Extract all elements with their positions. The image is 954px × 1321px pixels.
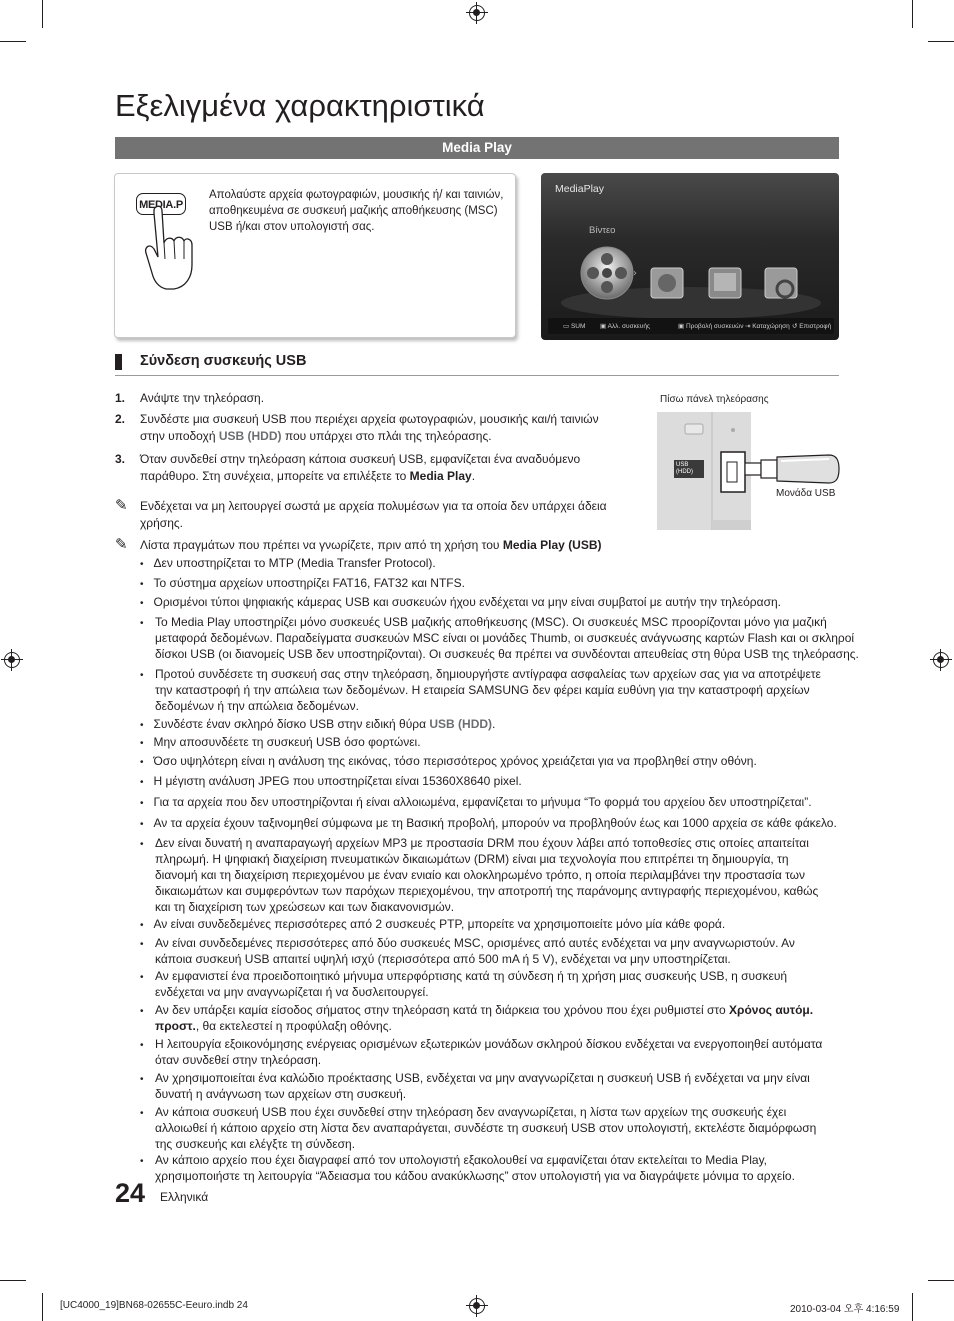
crop-mark [42,0,43,28]
list-item: • Ορισμένοι τύποι ψηφιακής κάμερας USB και συσκευών ήχου ενδέχεται να μην είναι συμβατοί με αυτήν την τηλεόραση. [140,595,781,609]
page-number: 24 [115,1178,146,1208]
list-item: • Το σύστημα αρχείων υποστηρίζει FAT16, FAT32 και NTFS. [140,576,465,590]
tv-screen-title: MediaPlay [555,183,605,195]
diagram-label-panel: Πίσω πάνελ τηλεόρασης [660,394,769,405]
list-item: • Δεν υποστηρίζεται το MTP (Media Transfer Protocol). [140,556,436,570]
tv-selected-label: Βίντεο [589,225,616,236]
registration-mark-icon [469,1298,485,1314]
list-item: • Δεν είναι δυνατή η αναπαραγωγή αρχείων MP3 με προστασία DRM που έχουν λάβει από τοποθεσίες στις οποίες απαιτείται πληρωμή. Η ψηφιακή διαχείριση πνευματικών δικαιωμάτων (DRM) είναι μια τεχνολογία που επιτρέπει τη δημιουργία, τη διανομή και τη διαχείριση περιεχομένου με έναν ενιαίο και ολοκληρωμένο τρόπο, η οποία περιλαμβάνει την προστασία των δικαιωμάτων και συμφερόντων των παρόχων περιεχομένου, την αποτροπή της παράνομης αντιγραφής περιεχομένου, καθώς και τη διαχείριση των χρεώσεων και των διακανονισμών. [140,836,819,914]
crop-mark [928,1280,954,1281]
step-text: Όταν συνδεθεί στην τηλεόραση κάποια συσκευή USB, εμφανίζεται ένα αναδυόμενο παράθυρο. Στη συνέχεια, μπορείτε να επιλέξετε το Media Play. [140,452,581,483]
step-number: 1. [115,391,126,405]
tv-legend-exit: ⇥ Καταχώρηση [745,323,790,330]
registration-mark-icon [933,652,949,668]
divider [115,375,839,376]
note-pencil-icon: ✎ [115,536,128,553]
section-bar: Media Play [115,137,839,159]
list-item: • Αν τα αρχεία έχουν ταξινομηθεί σύμφωνα με τη Βασική προβολή, μπορούν να προβληθούν έως και 1000 αρχεία σε κάθε φάκελο. [140,816,837,830]
crop-mark [42,1293,43,1321]
diagram-label-stick: Μονάδα USB [776,488,836,499]
list-item: • Για τα αρχεία που δεν υποστηρίζονται ή είναι αλλοιωμένα, εμφανίζεται το μήνυμα “Το φορμά του αρχείου δεν υποστηρίζεται”. [140,795,812,809]
step-text: Συνδέστε μια συσκευή USB που περιέχει αρχεία φωτογραφιών, μουσικής και/ή ταινιών στην υποδοχή USB (HDD) που υπάρχει στο πλάι της τηλεόρασης. [140,412,599,443]
tv-legend-back: ↺ Επιστροφή [792,323,832,330]
list-item: • Αν χρησιμοποιείται ένα καλώδιο προέκτασης USB, ενδέχεται να μην αναγνωρίζεται η συσκευή USB ή ενδέχεται να μην είναι δυνατή η ανάγνωση των αρχείων στη συσκευή. [140,1071,810,1101]
note-pencil-icon: ✎ [115,497,128,514]
step-number: 3. [115,452,126,466]
tv-legend-change-device: ▣ Αλλ. συσκευής [600,323,651,330]
usb-hdd-port-label: USB (HDD) [674,460,704,478]
list-item: • Προτού συνδέσετε τη συσκευή σας στην τηλεόραση, δημιουργήστε αντίγραφα ασφαλείας των αρχείων σας για να αποτρέψετε την καταστροφή ή την απώλεια των δεδομένων. Η εταιρεία SAMSUNG δεν φέρει καμία ευθύνη για την καταστροφή αρχείων δεδομένων ή την απώλεια δεδομένων. [140,667,821,713]
footer-file: [UC4000_19]BN68-02655C-Eeuro.indb 24 [60,1300,248,1311]
list-item: • Μην αποσυνδέετε τη συσκευή USB όσο φορτώνει. [140,735,421,749]
step-text: Ανάψτε την τηλεόραση. [140,391,265,405]
list-item: • Αν δεν υπάρξει καμία είσοδος σήματος στην τηλεόραση κατά τη διάρκεια του χρόνου που έχει ρυθμιστεί στο Χρόνος αυτόμ. προστ., θα εκτελεστεί η προφύλαξη οθόνης. [140,1003,814,1033]
list-item: • Το Media Play υποστηρίζει μόνο συσκευές USB μαζικής αποθήκευσης (MSC). Οι συσκευές MSC προορίζονται μόνο για μαζική μεταφορά δεδομένων. Παραδείγματα συσκευών MSC είναι οι μονάδες Thumb, οι συσκευές ανάγνωσης καρτών Flash και οι σκληροί δίσκοι USB (οι διανομείς USB δεν υποστηρίζονται). Οι συσκευές θα πρέπει να συνδέονται απευθείας στη θύρα USB της τηλεόρασης. [140,615,859,661]
note-text: Ενδέχεται να μη λειτουργεί σωστά με αρχεία πολυμέσων για τα οποία δεν υπάρχει άδεια χρήσης. [140,499,607,530]
list-item: • Αν εμφανιστεί ένα προειδοποιητικό μήνυμα υπερφόρτισης κατά τη σύνδεση ή τη χρήση μιας συσκευής USB, η συσκευή ενδέχεται να μην αναγνωρίζεται ή να δυσλειτουργεί. [140,969,788,999]
list-item: • Αν είναι συνδεδεμένες περισσότερες από δύο συσκευές MSC, ορισμένες από αυτές ενδέχεται να μην αναγνωριστούν. Αν κάποια συσκευή USB απαιτεί υψηλή ισχύ (περισσότερα από 500 mA ή 5 V), ενδέχεται να μην υποστηρίζεται. [140,936,795,966]
page-language: Ελληνικά [160,1190,209,1204]
list-item: • Συνδέστε έναν σκληρό δίσκο USB στην ειδική θύρα USB (HDD). [140,717,496,731]
note-text: Λίστα πραγμάτων που πρέπει να γνωρίζετε, πριν από τη χρήση του Media Play (USB) [140,538,602,552]
crop-mark [928,41,954,42]
crop-mark [0,1280,26,1281]
tv-rear-panel [657,412,751,530]
list-item: • Όσο υψηλότερη είναι η ανάλυση της εικόνας, τόσο περισσότερος χρόνος χρειάζεται για να προβληθεί στην οθόνη. [140,754,757,768]
crop-mark [912,0,913,28]
step-number: 2. [115,412,126,426]
list-item: • Αν κάποιο αρχείο που έχει διαγραφεί από τον υπολογιστή εξακολουθεί να εμφανίζεται όταν εκτελείται το Media Play, χρησιμοποιήστε τη λειτουργία “Άδειασμα του κάδου ανακύκλωσης” στον υπολογιστή για να διαγράψετε μόνιμα το αρχείο. [140,1153,795,1183]
subsection-title: Σύνδεση συσκευής USB [140,353,307,369]
crop-mark [912,1293,913,1321]
crop-mark [0,41,26,42]
subsection-marker [115,354,122,370]
usb-stick-icon [745,453,840,487]
page-title: Εξελιγμένα χαρακτηριστικά [115,88,485,123]
footer-date: 2010-03-04 오후 4:16:59 [790,1304,900,1315]
media-play-menu-graphic [541,173,839,340]
intro-text: Απολαύστε αρχεία φωτογραφιών, μουσικής ή/ και ταινιών, αποθηκευμένα σε συσκευή μαζικής αποθήκευσης (MSC) USB ή/και στον υπολογιστή σας. [209,189,504,233]
hand-pointer-icon [140,203,200,291]
registration-mark-icon [4,652,20,668]
tv-screen [541,173,839,340]
list-item: • Η μέγιστη ανάλυση JPEG που υποστηρίζεται είναι 15360X8640 pixel. [140,774,522,788]
svg-text:›: › [633,268,637,279]
registration-mark-icon [469,5,485,21]
media-p-button: MEDIA.P [136,193,186,215]
tv-legend-view-devices: ▣ Προβολή συσκευών [678,323,744,330]
list-item: • Αν είναι συνδεδεμένες περισσότερες από 2 συσκευές PTP, μπορείτε να χρησιμοποιείτε μόνο μία κάθε φορά. [140,917,726,931]
list-item: • Η λειτουργία εξοικονόμησης ενέργειας ορισμένων εξωτερικών μονάδων σκληρού δίσκου ενδέχεται να ενεργοποιηθεί αυτόματα όταν συνδεθεί στην τηλεόραση. [140,1037,823,1067]
list-item: • Αν κάποια συσκευή USB που έχει συνδεθεί στην τηλεόραση δεν αναγνωρίζεται, η λίστα των αρχείων της συσκευής έχει αλλοιωθεί ή κάποιο αρχείο στη λίστα δεν αναπαράγεται, συνδέστε τη συσκευή USB στον υπολογιστή, εκτελέστε διαμόρφωση της συσκευής και ελέγξτε τη σύνδεση. [140,1105,817,1151]
panel-graphic [657,412,751,530]
tv-legend-sum: ▭ SUM [563,323,586,330]
